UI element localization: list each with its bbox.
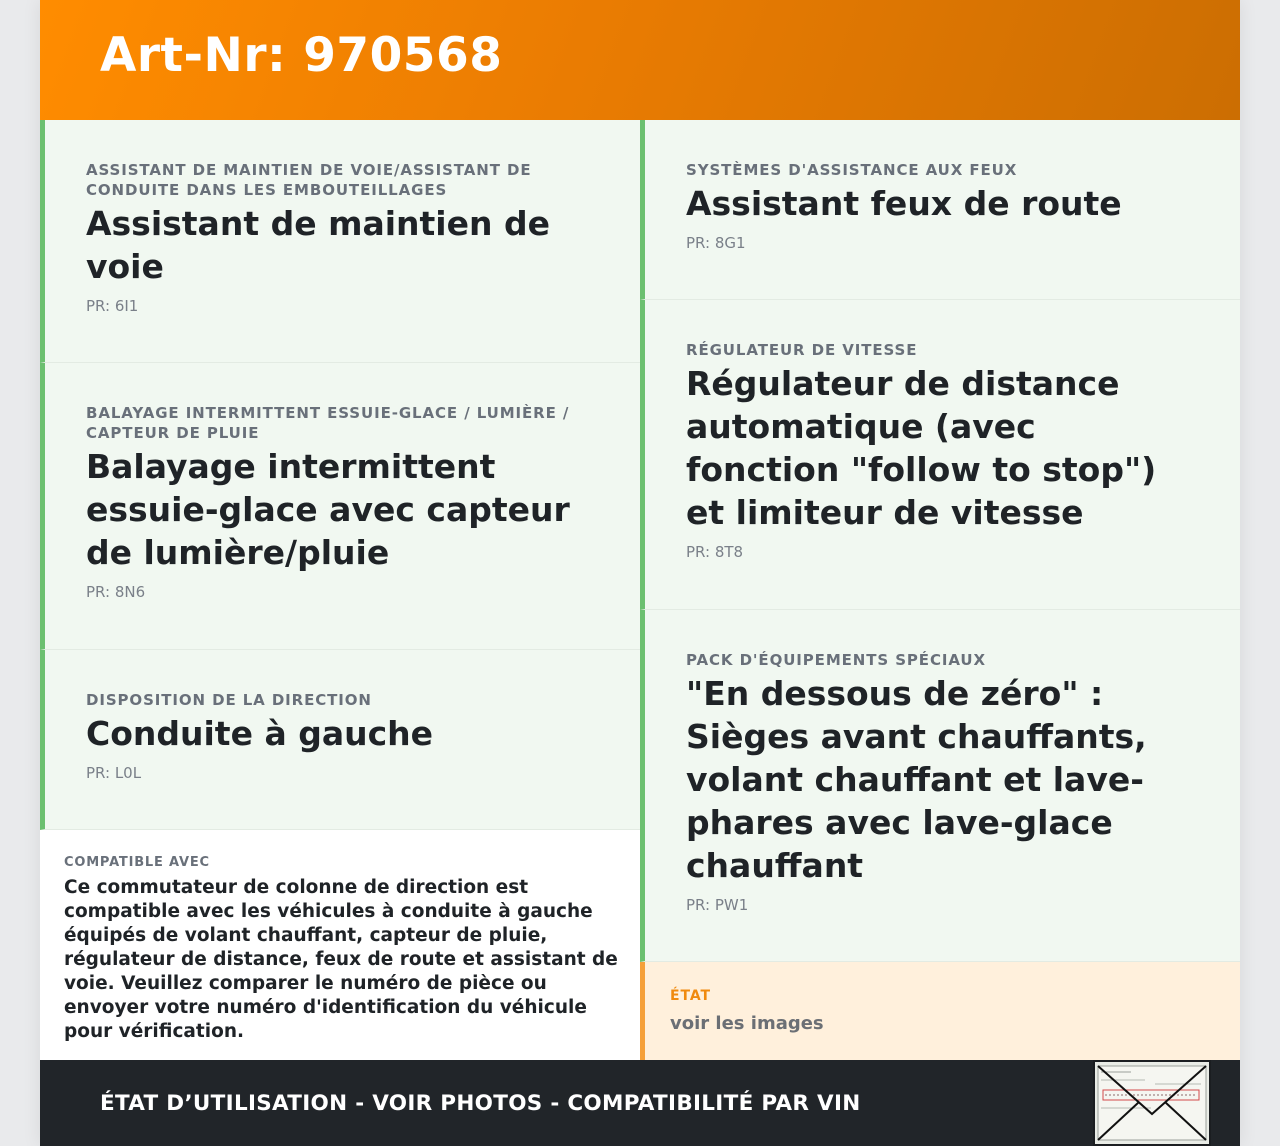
feature-pr-code: PR: 8T8 — [686, 543, 744, 561]
feature-title: Assistant feux de route — [686, 184, 1122, 223]
feature-category: DISPOSITION DE LA DIRECTION — [86, 691, 372, 709]
footer-banner-text: ÉTAT D’UTILISATION - VOIR PHOTOS - COMPATIBILITÉ PAR VIN — [100, 1091, 861, 1116]
feature-title: Régulateur de distance automatique (avec fonction "follow to stop") et limiteur de vitesse — [686, 364, 1157, 532]
feature-title: Conduite à gauche — [86, 714, 434, 753]
feature-category: ASSISTANT DE MAINTIEN DE VOIE/ASSISTANT DE CONDUITE DANS LES EMBOUTEILLAGES — [86, 161, 532, 199]
page-header — [40, 0, 1240, 120]
compatibility-section — [40, 830, 640, 1060]
feature-card-wiper — [40, 363, 640, 650]
compatibility-label: COMPATIBLE AVEC — [64, 855, 210, 870]
feature-card-steering — [40, 650, 640, 830]
envelope-icon — [1095, 1062, 1209, 1144]
feature-category: BALAYAGE INTERMITTENT ESSUIE-GLACE / LUMIÈRE / CAPTEUR DE PLUIE — [86, 404, 570, 442]
document-thumbnail-image[interactable] — [1093, 1060, 1211, 1146]
feature-category: SYSTÈMES D'ASSISTANCE AUX FEUX — [686, 161, 1018, 179]
compatibility-text: Ce commutateur de colonne de direction est compatible avec les véhicules à conduite à gauche équipés de volant chauffant, capteur de pluie, régulateur de distance, feux de route et assistant de voie. Veuillez comparer le numéro de pièce ou envoyer votre numéro d'identification du véhicule pour vérification. — [64, 877, 618, 1042]
feature-pr-code: PR: 8N6 — [86, 583, 146, 601]
feature-pr-code: PR: 8G1 — [686, 234, 746, 252]
feature-card-lane-assist — [40, 120, 640, 363]
condition-label: ÉTAT — [670, 988, 711, 1004]
feature-card-cruise-control — [640, 300, 1240, 610]
product-sheet — [40, 0, 1240, 1146]
condition-section — [640, 962, 1240, 1060]
article-number-title: Art-Nr: 970568 — [100, 28, 503, 83]
feature-title: "En dessous de zéro" : Sièges avant chauffants, volant chauffant et lave-phares avec lave-glace chauffant — [686, 674, 1147, 885]
feature-category: RÉGULATEUR DE VITESSE — [686, 341, 918, 359]
condition-value: voir les images — [670, 1013, 824, 1034]
feature-pr-code: PR: 6I1 — [86, 297, 139, 315]
feature-title: Balayage intermittent essuie-glace avec capteur de lumière/pluie — [86, 447, 570, 572]
page-footer — [40, 1060, 1240, 1146]
feature-card-high-beam — [640, 120, 1240, 300]
feature-category: PACK D'ÉQUIPEMENTS SPÉCIAUX — [686, 651, 986, 669]
feature-title: Assistant de maintien de voie — [86, 204, 550, 286]
feature-pr-code: PR: PW1 — [686, 896, 749, 914]
feature-card-special-pack — [640, 610, 1240, 962]
feature-pr-code: PR: L0L — [86, 764, 142, 782]
